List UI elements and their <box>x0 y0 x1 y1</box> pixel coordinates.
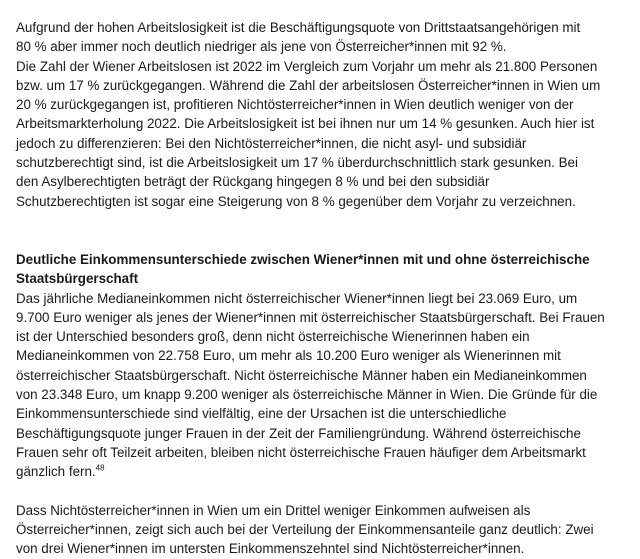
paragraph-distribution: Dass Nichtösterreicher*innen in Wien um ein Drittel weniger Einkommen aufweisen als Österreicher*innen, zeigt sich auch bei der Verteilung der Einkommensanteile ganz deutlich: Zwei von drei Wiener*innen im untersten Einkommenszehntel sind Nichtösterreicher*innen. <box>16 502 594 557</box>
paragraph-income-text: Das jährliche Medianeinkommen nicht österreichischer Wiener*innen liegt bei 23.069 Euro, um 9.700 Euro weniger als jenes der Wiener*innen mit österreichischer Staatsbürgerschaft. Bei Frauen ist der Unterschied besonders groß, denn nicht österreichische Wienerinnen haben ein Medianeinkommen von 22.758 Euro, um mehr als 10.200 Euro weniger als Wienerinnen mit österreichischer Staatsbürgerschaft. Nicht österreichische Männer haben ein Medianeinkommen von 23.348 Euro, um knapp 9.200 weniger als österreichische Männer in Wien. Die Gründe für die Einkommensunterschiede sind vielfältig, eine der Ursachen ist die unterschiedliche Beschäftigungsquote junger Frauen in der Zeit der Familiengründung. Während österreichische Frauen sehr oft Teilzeit arbeiten, bleiben nicht österreichische Frauen häufiger dem Arbeitsmarkt gänzlich fern. <box>16 290 605 480</box>
spacer <box>16 482 626 501</box>
paragraph-employment: Aufgrund der hohen Arbeitslosigkeit ist die Beschäftigungsquote von Drittstaatsangehörigen mit 80 % aber immer noch deutlich niedriger als jene von Österreicher*innen mit 92 %. Die Zahl der Wiener Arbeitslosen ist 2022 im Vergleich zum Vorjahr um mehr als 21.800 Personen bzw. um 17 % zurückgegangen. Während die Zahl der arbeitslosen Österreicher*innen in Wien um 20 % zurückgegangen ist, profitieren Nichtösterreicher*innen in Wien deutlich weniger von der Arbeitsmarkterholung 2022. Die Arbeitslosigkeit ist bei ihnen nur um 14 % gesunken. Auch hier ist jedoch zu differenzieren: Bei den Nichtösterreicher*innen, die nicht asyl- und subsidiär schutzberechtigt sind, ist die Arbeitslosigkeit um 17 % überdurchschnittlich stark gesunken. Bei den Asylberechtigten beträgt der Rückgang hingegen 8 % und bei den subsidiär Schutzberechtigten ist sogar eine Steigerung von 8 % gegenüber dem Vorjahr zu verzeichnen. <box>16 20 601 209</box>
footnote-reference[interactable]: 48 <box>95 463 105 473</box>
spacer <box>16 211 626 250</box>
section-heading: Deutliche Einkommensunterschiede zwischen Wiener*innen mit und ohne österreichische Staatsbürgerschaft <box>16 251 590 287</box>
document-page <box>16 18 626 558</box>
paragraph-income <box>16 289 626 482</box>
